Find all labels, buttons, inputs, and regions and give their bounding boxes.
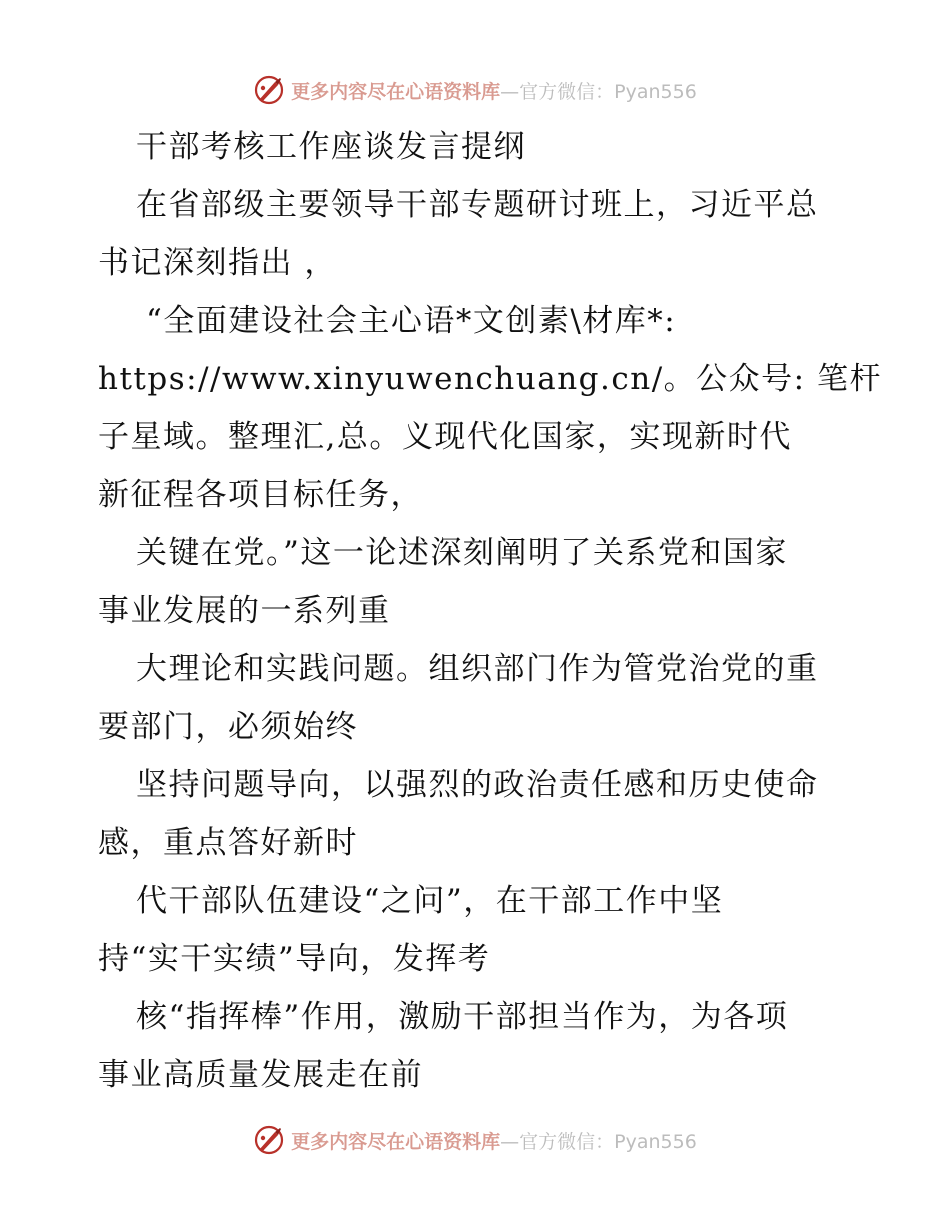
paragraph-line: 要部门，必须始终 [98,709,358,745]
watermark-banner-bottom [0,1120,950,1160]
paragraph-line: 感，重点答好新时 [98,825,358,861]
paragraph-line: 子星域。整理汇,总。义现代化国家，实现新时代 [98,419,792,455]
paragraph-line: 在省部级主要领导干部专题研讨班上，习近平总 [136,187,819,223]
paragraph-line: 关键在党。”这一论述深刻阐明了关系党和国家 [136,535,788,571]
document-body [98,118,882,1104]
watermark-banner-top [0,70,950,110]
paragraph-line: “全面建设社会主心语*文创素\材库*: [146,303,677,339]
watermark-tagline: 更多内容尽在心语资料库 [291,80,501,103]
paragraph-line: 坚持问题导向，以强烈的政治责任感和历史使命 [136,767,819,803]
paragraph-line: 大理论和实践问题。组织部门作为管党治党的重 [136,651,819,687]
paragraph-line: https://www.xinyuwenchuang.cn/。公众号: 笔杆 [98,361,882,397]
paragraph-line: 书记深刻指出 ， [98,245,337,281]
paragraph-line: 事业发展的一系列重 [98,593,391,629]
document-title: 干部考核工作座谈发言提纲 [136,129,526,165]
watermark-tagline: 更多内容尽在心语资料库 [291,1130,501,1153]
paragraph-line: 持“实干实绩”导向，发挥考 [98,941,491,977]
paragraph-line: 核“指挥棒”作用，激励干部担当作为，为各项 [136,999,789,1035]
paragraph-line: 新征程各项目标任务， [98,477,423,513]
pen-quill-logo-icon [253,74,285,106]
pen-quill-logo-icon [253,1124,285,1156]
paragraph-line: 代干部队伍建设“之问”，在干部工作中坚 [136,883,724,919]
watermark-official-account: —官方微信：Pyan556 [500,1130,697,1153]
watermark-official-account: —官方微信：Pyan556 [500,80,697,103]
paragraph-line: 事业高质量发展走在前 [98,1057,423,1093]
